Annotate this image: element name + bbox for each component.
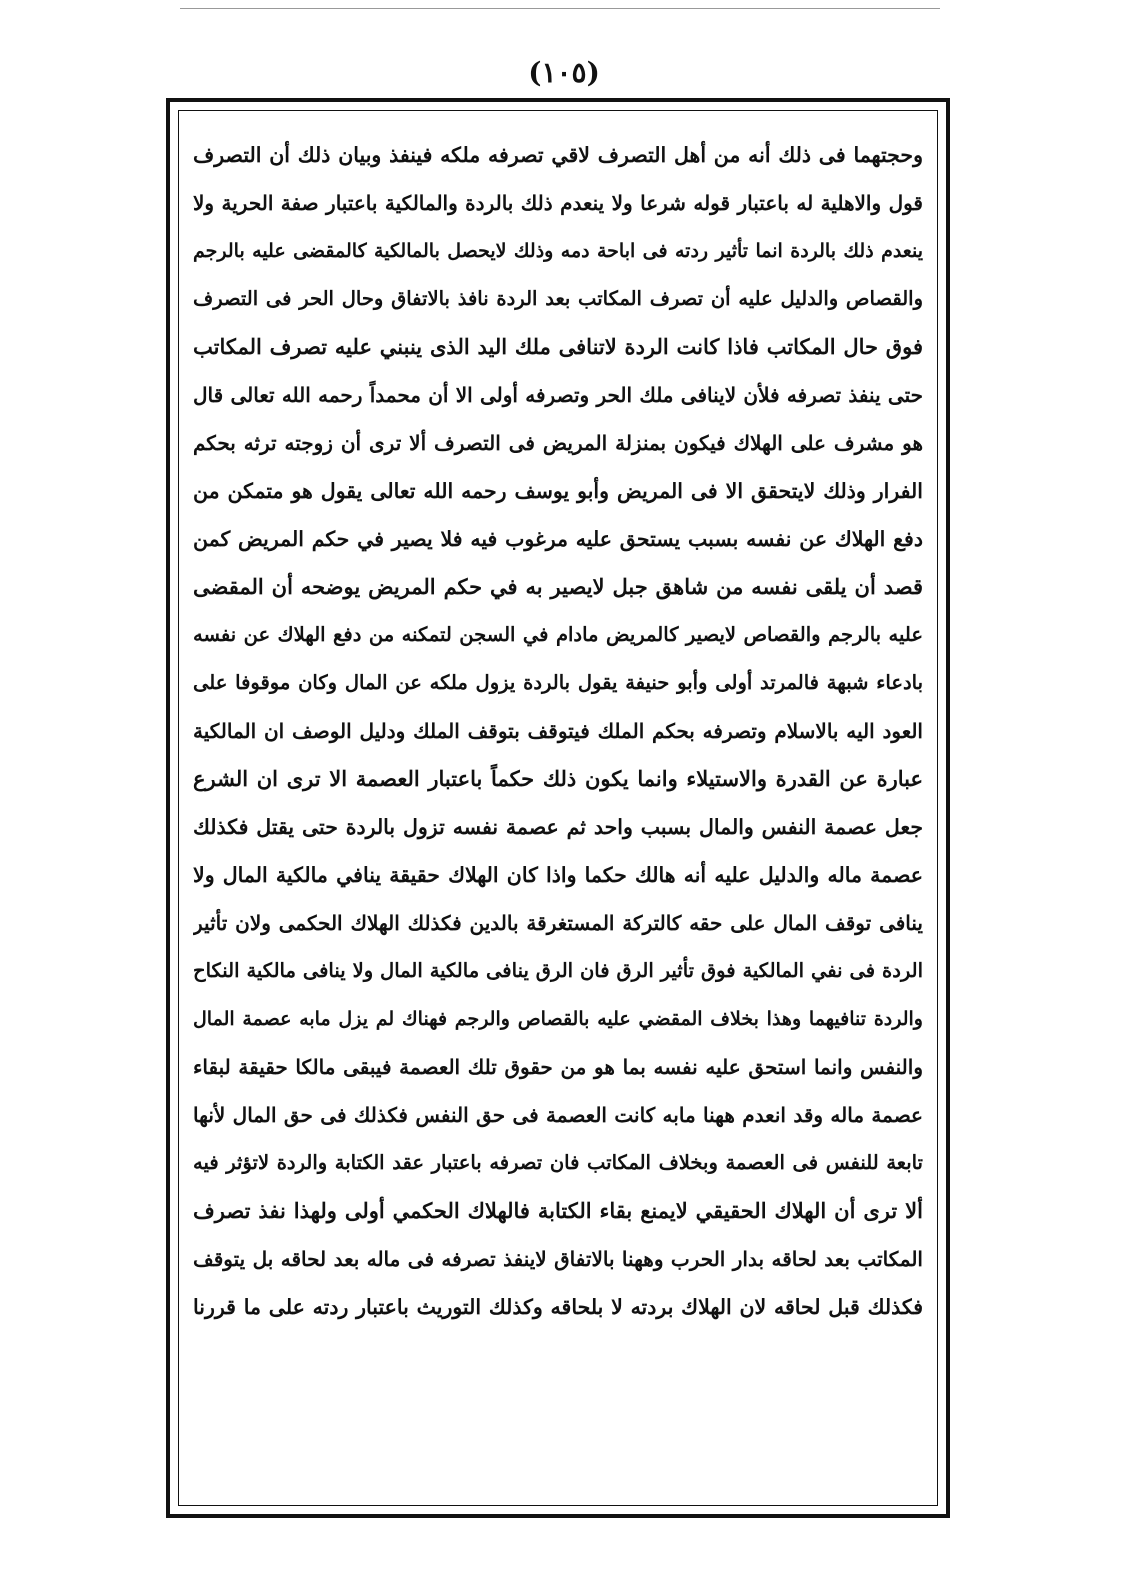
text-line: عليه بالرجم والقصاص لايصير كالمريض مادام في السجن لتمكنه من دفع الهلاك عن نفسه <box>193 623 923 646</box>
text-line: والقصاص والدليل عليه أن تصرف المكاتب بعد الردة نافذ بالاتفاق وحال الحر فى التصرف <box>193 287 923 310</box>
text-line: ينافى توقف المال على حقه كالتركة المستغرقة بالدين فكذلك الهلاك الحكمى ولان تأثير <box>193 911 923 935</box>
page-number: (١٠٥) <box>528 56 600 89</box>
text-line: تابعة للنفس فى العصمة وبخلاف المكاتب فان تصرفه باعتبار عقد الكتابة والردة لاتؤثر فيه <box>193 1151 923 1174</box>
text-line: عصمة ماله والدليل عليه أنه هالك حكما واذا كان الهلاك حقيقة ينافي مالكية المال ولا <box>193 863 923 887</box>
text-line: ألا ترى أن الهلاك الحقيقي لايمنع بقاء الكتابة فالهلاك الحكمي أولى ولهذا نفذ تصرف <box>193 1198 923 1223</box>
text-line: عبارة عن القدرة والاستيلاء وانما يكون ذلك حكماً باعتبار العصمة الا ترى ان الشرع <box>193 766 923 791</box>
page-frame-inner <box>178 110 938 1506</box>
text-line: قصد أن يلقى نفسه من شاهق جبل لايصير به في حكم المريض يوضحه أن المقضى <box>193 574 923 599</box>
top-rule <box>180 8 940 9</box>
text-body <box>193 131 923 1485</box>
text-line: الردة فى نفي المالكية فوق تأثير الرق فان الرق ينافى مالكية المال ولا ينافى مالكية النكاح <box>193 959 923 982</box>
text-line: وحجتهما فى ذلك أنه من أهل التصرف لاقي تصرفه ملكه فينفذ وبيان ذلك أن التصرف <box>193 143 923 167</box>
text-line: والردة تنافيهما وهذا بخلاف المقضي عليه بالقصاص والرجم فهناك لم يزل مابه عصمة المال <box>193 1008 923 1030</box>
text-line: عصمة ماله وقد انعدم ههنا مابه كانت العصمة فى حق النفس فكذلك فى حق المال لأنها <box>193 1103 923 1127</box>
text-line: قول والاهلية له باعتبار قوله شرعا ولا ينعدم ذلك بالردة والمالكية باعتبار صفة الحرية ولا <box>193 191 923 215</box>
text-line: بادعاء شبهة فالمرتد أولى وأبو حنيفة يقول بالردة يزول ملكه عن المال وكان موقوفا على <box>193 671 923 694</box>
text-line: فكذلك قبل لحاقه لان الهلاك بردته لا بلحاقه وكذلك التوريث باعتبار ردته على ما قررنا <box>193 1295 923 1319</box>
page-frame <box>166 98 950 1518</box>
text-line: حتى ينفذ تصرفه فلأن لاينافى ملك الحر وتصرفه أولى الا أن محمداً رحمه الله تعالى قال <box>193 383 923 407</box>
text-line: فوق حال المكاتب فاذا كانت الردة لاتنافى ملك اليد الذى ينبني عليه تصرف المكاتب <box>193 334 923 359</box>
text-line: المكاتب بعد لحاقه بدار الحرب وههنا بالاتفاق لاينفذ تصرفه فى ماله بعد لحاقه بل يتوقف <box>193 1247 923 1271</box>
text-line: هو مشرف على الهلاك فيكون بمنزلة المريض فى التصرف ألا ترى أن زوجته ترثه بحكم <box>193 431 923 455</box>
text-line: العود اليه بالاسلام وتصرفه بحكم الملك فيتوقف بتوقف الملك ودليل الوصف ان المالكية <box>193 719 923 743</box>
text-line: ينعدم ذلك بالردة انما تأثير ردته فى اباحة دمه وذلك لايحصل بالمالكية كالمقضى عليه بالرجم <box>193 240 923 262</box>
text-line: جعل عصمة النفس والمال بسبب واحد ثم عصمة نفسه تزول بالردة حتى يقتل فكذلك <box>193 815 923 839</box>
text-line: والنفس وانما استحق عليه نفسه بما هو من حقوق تلك العصمة فيبقى مالكا حقيقة لبقاء <box>193 1055 923 1079</box>
text-line: الفرار وذلك لايتحقق الا فى المريض وأبو يوسف رحمه الله تعالى يقول هو متمكن من <box>193 479 923 503</box>
text-line: دفع الهلاك عن نفسه بسبب يستحق عليه مرغوب فيه فلا يصير في حكم المريض كمن <box>193 527 923 551</box>
